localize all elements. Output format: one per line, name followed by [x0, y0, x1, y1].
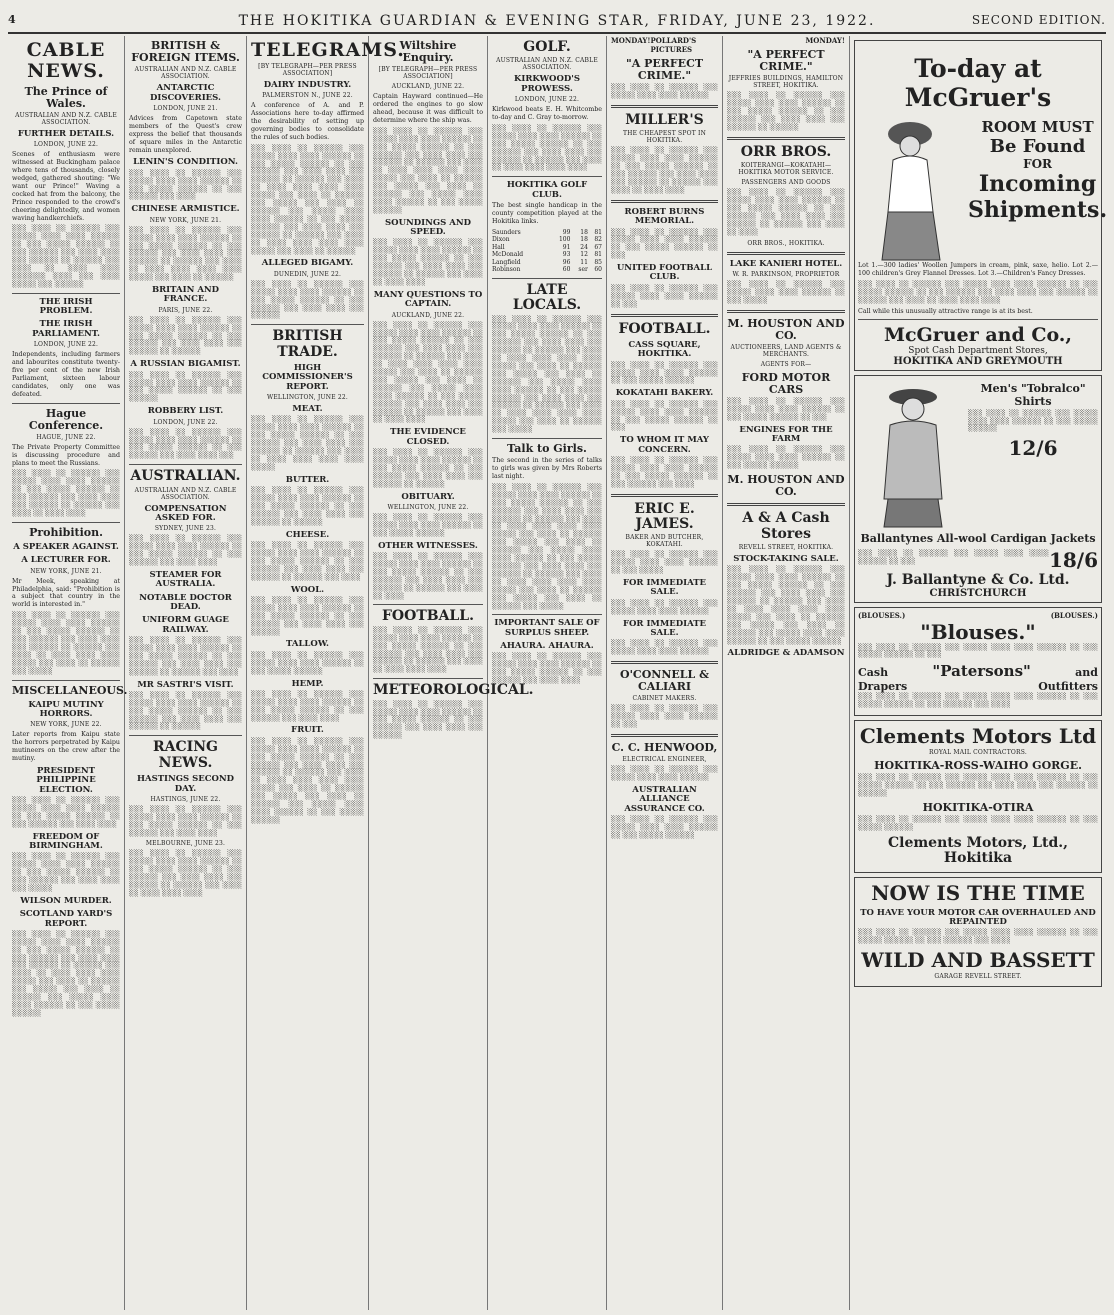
- masthead: [8, 10, 1106, 34]
- ad-route: HOKITIKA-OTIRA: [922, 800, 1034, 814]
- subhead: A LECTURER FOR.: [21, 555, 111, 566]
- table-cell: McDonald: [492, 251, 524, 259]
- man-figure-illustration: [858, 379, 968, 529]
- subhead: SOUNDINGS AND SPEED.: [385, 217, 471, 238]
- dateline: DUNEDIN, JUNE 22.: [273, 270, 342, 278]
- article-body: The Private Property Committee is discussing procedure and plans to meet the Russians.: [12, 443, 120, 467]
- ad-filler: ░░░ ░░░░ ░░ ░░░░░░ ░░░ ░░░░░ ░░░░ ░░░░ ░░░░░░ ░░ ░░░ ░░░░░ ░░░░░░ ░░ ░░░ ░░░░░░ ░░░ ░░░░ ░░░░ ░░░ ░░░░░░ ░░ ░░░░░░ ░░░ ░░░░ ░░ ░░░░ ░░░░ ░░░░ ░░░░ ░░░░░ ░░░ ░░░░ ░░ ░░░░░░ ░░░ ░░░░░ ░░░ ░░░░ ░░ ░░░░░░ ░░░ ░░░░░ ░░░░ ░░░░ ░░░░░░ ░░ ░░░ ░░░░░ ░░░░░░: [727, 566, 845, 645]
- ad-blouses: [854, 607, 1102, 717]
- section-title-telegrams: TELEGRAMS.: [251, 39, 405, 61]
- subhead: NOTABLE DOCTOR DEAD.: [139, 592, 232, 612]
- dateline: HASTINGS, JUNE 22.: [150, 795, 221, 803]
- ad-filler: ░░░ ░░░░ ░░ ░░░░░░ ░░░ ░░░░░ ░░░░ ░░░░ ░░░░░░ ░░ ░░░ ░░░░░ ░░░░░░ ░░ ░░░ ░░░░░░ ░░░ ░░░░ ░░░░ ░░░ ░░░░░░ ░░ ░░░░░░ ░░░ ░░░░ ░░ ░░░░ ░░░░ ░░░░: [858, 280, 1098, 304]
- ad-body: Lot 1.—300 ladies' Woollen Jumpers in cream, pink, saxe, helio. Lot 2.—100 children's Grey Flannel Dresses. Lot 3.—Children's Fancy Dresses.: [858, 262, 1098, 277]
- section-title-wiltshire-enquiry: Wiltshire Enquiry.: [399, 39, 457, 65]
- ad-wild-bassett-firm: WILD AND BASSETT: [861, 948, 1095, 973]
- ad-filler: ░░░ ░░░░ ░░ ░░░░░░ ░░░ ░░░░░ ░░░░ ░░░░ ░░░░░░: [611, 84, 718, 100]
- ad-headline: FOR IMMEDIATE SALE.: [622, 618, 707, 638]
- ad-millers: MILLER'S: [625, 112, 704, 128]
- ad-subline: ROYAL MAIL CONTRACTORS.: [929, 749, 1027, 757]
- agency-credit: AUSTRALIAN AND N.Z. CABLE ASSOCIATION.: [134, 66, 237, 81]
- ad-filler: ░░░ ░░░░ ░░ ░░░░░░ ░░░ ░░░░░ ░░░░ ░░░░ ░░░░░░: [611, 640, 718, 656]
- subhead: HASTINGS SECOND DAY.: [136, 774, 235, 794]
- article-filler: ░░░ ░░░░ ░░ ░░░░░░ ░░░ ░░░░░ ░░░░ ░░░░ ░░░░░░ ░░ ░░░ ░░░░░ ░░░░░░ ░░ ░░░ ░░░░░░ ░░░ ░░░░ ░░░░: [492, 653, 602, 685]
- article-filler: ░░░ ░░░░ ░░ ░░░░░░ ░░░ ░░░░░ ░░░░ ░░░░ ░░░░░░ ░░ ░░░ ░░░░░ ░░░░░░ ░░ ░░░ ░░░░░░ ░░░ ░░░░ ░░░░ ░░░ ░░░░░░: [373, 700, 483, 740]
- article-filler: ░░░ ░░░░ ░░ ░░░░░░ ░░░ ░░░░░ ░░░░ ░░░░ ░░░░░░ ░░ ░░░ ░░░░░ ░░░░░░ ░░ ░░░ ░░░░░░ ░░░ ░░░░ ░░░░ ░░░ ░░░░░░ ░░ ░░░░░░ ░░░ ░░░░ ░░ ░░░░ ░░░░ ░░░░░░░ ░░░░ ░░░ ░░░░ ░░░░░ ░░░ ░░░░░░: [12, 225, 120, 288]
- article-filler: ░░░ ░░░░ ░░ ░░░░░░ ░░░ ░░░░░ ░░░░ ░░░░ ░░░░░░ ░░ ░░░ ░░░░░ ░░░░░░ ░░ ░░░ ░░░░░░ ░░░ ░░░░ ░░░░: [251, 690, 364, 722]
- article-filler: ░░░ ░░░░ ░░ ░░░░░░ ░░░ ░░░░░ ░░░░ ░░░░ ░░░░░░ ░░ ░░░ ░░░░░ ░░░░░░ ░░ ░░░ ░░░░░░ ░░░ ░░░░ ░░░░ ░░░ ░░░░░░ ░░ ░░░░░░ ░░░ ░░░░ ░░ ░░░░ ░░░░ ░░░░ ░░░░: [492, 124, 602, 172]
- ad-filler: ░░░ ░░░░ ░░ ░░░░░░ ░░░ ░░░░░ ░░░░ ░░░░ ░░░░░░ ░░ ░░░ ░░░░░ ░░░░░░ ░░ ░░░ ░░░░░░ ░░░ ░░░░ ░░░░ ░░░ ░░░░░░ ░░ ░░░░░░: [858, 774, 1098, 798]
- table-cell: 96: [562, 258, 571, 266]
- ad-price: 12/6: [1008, 436, 1058, 461]
- column-display-ads: [850, 36, 1106, 1310]
- ad-filler: ░░░ ░░░░ ░░ ░░░░░░ ░░░ ░░░░░ ░░░░ ░░░░ ░░░░░░ ░░ ░░░ ░░░░░ ░░░░░░ ░░ ░░░ ░░░░░░ ░░░ ░░░░: [858, 929, 1098, 945]
- ad-subline: W. R. PARKINSON, PROPRIETOR: [732, 270, 840, 278]
- ad-subline: JEFFRIES BUILDINGS, HAMILTON STREET, HOKITIKA.: [728, 75, 844, 90]
- table-cell: 24: [580, 243, 588, 251]
- table-cell: 93: [562, 251, 571, 259]
- edition-label: SECOND EDITION.: [971, 13, 1106, 27]
- dateline: AUCKLAND, JUNE 22.: [391, 311, 465, 319]
- subhead: THE EVIDENCE CLOSED.: [390, 427, 466, 447]
- article-filler: ░░░ ░░░░ ░░ ░░░░░░ ░░░ ░░░░░ ░░░░ ░░░░ ░░░░░░ ░░ ░░░ ░░░░░ ░░░░░░ ░░ ░░░ ░░░░░░ ░░░ ░░░░ ░░░░ ░░░: [129, 428, 242, 460]
- subhead: MANY QUESTIONS TO CAPTAIN.: [373, 289, 483, 310]
- ad-subline: THE CHEAPEST SPOT IN HOKITIKA.: [622, 130, 707, 145]
- table-row: [492, 229, 602, 237]
- article-filler: ░░░ ░░░░ ░░ ░░░░░░ ░░░ ░░░░░ ░░░░ ░░░░ ░░░░░░ ░░ ░░░ ░░░░░ ░░░░░░ ░░ ░░░ ░░░░░░ ░░░ ░░░░ ░░░░ ░░░ ░░░░░░ ░░ ░░░░░░: [129, 316, 242, 356]
- column-ads-2: [723, 36, 850, 1310]
- ad-line: Cash: [858, 666, 889, 680]
- table-cell: 81: [594, 251, 602, 259]
- ad-ford-motor-cars: FORD MOTOR CARS: [741, 370, 831, 396]
- ad-subline: TO HAVE YOUR MOTOR CAR OVERHAULED AND REPAINTED: [860, 907, 1096, 927]
- ad-henwood: C. C. HENWOOD,: [611, 741, 718, 755]
- headline-hague-conference: Hague Conference.: [28, 406, 104, 432]
- section-title-meteorological: METEOROLOGICAL.: [373, 682, 534, 699]
- article-body: Scenes of enthusiasm were witnessed at Buckingham palace where tens of thousands, closely wedged, gathered shouting: "We want our Prince!" Waving a cocked hat from the balcony, the Prince responded to the crowd's cheering delightedly, and women waving handkerchiefs.: [12, 151, 120, 222]
- ad-tag: (BLOUSES.): [1050, 610, 1098, 620]
- subhead: CHEESE.: [285, 529, 330, 540]
- article-filler: ░░░ ░░░░ ░░ ░░░░░░ ░░░ ░░░░░ ░░░░ ░░░░ ░░░░░░ ░░ ░░░ ░░░░░ ░░░░░░ ░░ ░░░ ░░░░░░ ░░░ ░░░░ ░░░░ ░░░ ░░░░░░ ░░ ░░░░░░ ░░░ ░░░░ ░░ ░░░░ ░░░░ ░░░░ ░░░░ ░░░░░ ░░░ ░░░░ ░░ ░░░░░░ ░░░ ░░░░░ ░░░ ░░░░ ░░ ░░░░░░ ░░░ ░░░░░ ░░░░ ░░░░ ░░░░░░ ░░ ░░░ ░░░░░ ░░░░░░ ░░░ ░░░░ ░░░░ ░░░ ░░░░░░ ░░ ░░░░░░ ░░░ ░░░░ ░░ ░░░░ ░░░░: [373, 321, 483, 424]
- subhead: A SPEAKER AGAINST.: [13, 541, 119, 552]
- ad-line: Be Found: [989, 136, 1086, 157]
- article-filler: ░░░ ░░░░ ░░ ░░░░░░ ░░░ ░░░░░ ░░░░ ░░░░ ░░░░░░ ░░ ░░░ ░░░░░ ░░░░░░ ░░ ░░░ ░░░░░░ ░░░ ░░░░ ░░░░ ░░░ ░░░░░░ ░░ ░░░░░░: [251, 487, 364, 526]
- article-filler: ░░░ ░░░░ ░░ ░░░░░░ ░░░ ░░░░░ ░░░░ ░░░░ ░░░░░░ ░░ ░░░ ░░░░░ ░░░░░░ ░░ ░░░ ░░░░░░ ░░░ ░░░░ ░░░░ ░░░ ░░░░░░ ░░ ░░░░░░ ░░░ ░░░░ ░░ ░░░░: [373, 553, 483, 600]
- table-row: [492, 259, 602, 267]
- subhead: ROBBERY LIST.: [147, 406, 224, 417]
- ad-line: and: [1075, 666, 1098, 680]
- article-body: Kirkwood beats E. H. Whitcombe to-day and C. Gray to-morrow.: [492, 106, 602, 121]
- ad-top-label: POLLARD'S PICTURES: [650, 36, 697, 54]
- subhead: FREEDOM OF BIRMINGHAM.: [29, 831, 103, 851]
- subhead: ALLEGED BIGAMY.: [261, 258, 354, 269]
- subhead: A RUSSIAN BIGAMIST.: [130, 359, 241, 370]
- article-filler: ░░░ ░░░░ ░░ ░░░░░░ ░░░ ░░░░░ ░░░░ ░░░░ ░░░░░░ ░░ ░░░ ░░░░░ ░░░░░░ ░░ ░░░ ░░░░░░: [129, 371, 242, 403]
- article-filler: ░░░ ░░░░ ░░ ░░░░░░ ░░░ ░░░░░ ░░░░ ░░░░ ░░░░░░ ░░ ░░░ ░░░░░ ░░░░░░ ░░ ░░░ ░░░░░░ ░░░ ░░░░ ░░░░: [12, 796, 120, 828]
- article-filler: ░░░ ░░░░ ░░ ░░░░░░ ░░░ ░░░░░ ░░░░ ░░░░ ░░░░░░ ░░ ░░░ ░░░░░ ░░░░░░ ░░ ░░░ ░░░░░░ ░░░ ░░░░ ░░░░ ░░░ ░░░░░░: [251, 280, 364, 320]
- article-filler: ░░░ ░░░░ ░░ ░░░░░░ ░░░ ░░░░░ ░░░░ ░░░░ ░░░░░░ ░░ ░░░ ░░░░░ ░░░░░░ ░░ ░░░ ░░░░░░ ░░░ ░░░░ ░░░░: [129, 535, 242, 567]
- column-british-foreign: [125, 36, 247, 1310]
- ad-filler: ░░░ ░░░░ ░░ ░░░░░░ ░░░ ░░░░░ ░░░░ ░░░░ ░░░░░░: [611, 599, 718, 615]
- subhead: OBITUARY.: [401, 491, 455, 502]
- column-ads-1: [607, 36, 723, 1310]
- ad-wild-bassett: [854, 877, 1102, 988]
- ad-headline: FOR IMMEDIATE SALE.: [622, 578, 707, 598]
- table-row: [492, 266, 602, 274]
- ad-filler: ░░░ ░░░░ ░░ ░░░░░░ ░░░ ░░░░░ ░░░░ ░░░░ ░░░░░░ ░░ ░░░ ░░░░░ ░░░░░░ ░░ ░░░ ░░░░░░ ░░░ ░░░░ ░░░░ ░░░ ░░░░░░ ░░ ░░░░░░ ░░░ ░░░░ ░░ ░░░░: [727, 189, 845, 236]
- section-title-golf: GOLF.: [523, 39, 571, 55]
- subhead: PRESIDENT PHILIPPINE ELECTION.: [36, 765, 96, 795]
- ad-subline: BAKER AND BUTCHER, KOKATAHI.: [625, 534, 704, 549]
- ad-line: Outfitters: [1038, 680, 1098, 694]
- article-body: Mr Meek, speaking at Philadelphia, said: "Prohibition is a subject that country in the world is interested in.": [12, 577, 120, 609]
- dateline: MELBOURNE, JUNE 23.: [145, 840, 226, 848]
- headline-prince-of-wales: The Prince of Wales.: [24, 84, 108, 110]
- ad-mcgruers: [854, 40, 1108, 371]
- ad-headline: UNITED FOOTBALL CLUB.: [616, 263, 713, 283]
- ad-headline: STOCK-TAKING SALE.: [733, 554, 839, 565]
- ad-subline: ELECTRICAL ENGINEER,: [622, 756, 707, 764]
- ad-subline: HOKITIKA AND GREYMOUTH: [893, 356, 1063, 368]
- table-row: [492, 236, 602, 244]
- subhead: COMPENSATION ASKED FOR.: [144, 503, 227, 523]
- ad-ballantyne-firm: J. Ballantyne & Co. Ltd.: [886, 571, 1070, 588]
- table-cell: 11: [580, 258, 588, 266]
- subhead: BUTTER.: [285, 474, 330, 485]
- headline-prohibition: Prohibition.: [29, 525, 103, 539]
- dateline: LONDON, JUNE 21.: [153, 104, 218, 112]
- ad-line: Incoming: [978, 171, 1097, 197]
- subhead: LENIN'S CONDITION.: [133, 157, 238, 168]
- dateline: LONDON, JUNE 22.: [514, 96, 580, 104]
- table-cell: Dixon: [492, 236, 510, 244]
- dateline: NEW YORK, JUNE 22.: [30, 721, 102, 729]
- article-filler: ░░░ ░░░░ ░░ ░░░░░░ ░░░ ░░░░░ ░░░░ ░░░░ ░░░░░░ ░░ ░░░ ░░░░░ ░░░░░░ ░░ ░░░ ░░░░░░ ░░░ ░░░░ ░░░░ ░░░ ░░░░░: [12, 853, 120, 892]
- table-cell: Saunders: [492, 228, 521, 236]
- ad-subline: REVELL STREET, HOKITIKA.: [738, 544, 834, 552]
- table-cell: 60: [562, 266, 571, 274]
- subhead: HEMP.: [291, 678, 324, 689]
- subhead: THE IRISH PARLIAMENT.: [32, 319, 100, 339]
- article-filler: ░░░ ░░░░ ░░ ░░░░░░ ░░░ ░░░░░ ░░░░ ░░░░ ░░░░░░ ░░ ░░░ ░░░░░ ░░░░░░ ░░ ░░░ ░░░░░░ ░░░ ░░░░ ░░░░ ░░░ ░░░░░░ ░░ ░░░░░░ ░░░ ░░░░: [251, 542, 364, 581]
- dateline: LONDON, JUNE 22.: [153, 418, 218, 426]
- ad-line: Shipments.: [968, 197, 1108, 223]
- table-cell: 91: [562, 243, 571, 251]
- subhead: HIGH COMMISSIONER'S REPORT.: [262, 363, 353, 392]
- column-telegrams: [247, 36, 405, 1310]
- subhead: FURTHER DETAILS.: [17, 128, 115, 139]
- ad-m-houston: M. HOUSTON AND CO.: [727, 473, 845, 499]
- agency-credit: AUSTRALIAN AND N.Z. CABLE ASSOCIATION.: [134, 486, 237, 501]
- article-filler: ░░░ ░░░░ ░░ ░░░░░░ ░░░ ░░░░░ ░░░░ ░░░░ ░░░░░░ ░░ ░░░ ░░░░░ ░░░░░░ ░░ ░░░ ░░░░░░ ░░░ ░░░░: [129, 169, 242, 201]
- ad-filler: ░░░ ░░░░ ░░ ░░░░░░ ░░░ ░░░░░ ░░░░ ░░░░ ░░░░░░ ░░ ░░░ ░░░░░ ░░░░░░: [858, 816, 1098, 831]
- ad-cardigan-title: Ballantynes All-wool Cardigan Jackets: [860, 532, 1096, 546]
- ad-shirts-title: Men's "Tobralco" Shirts: [980, 382, 1086, 408]
- ad-mcgruer-co: McGruer and Co.,: [883, 324, 1073, 347]
- table-cell: 18: [580, 236, 588, 244]
- auction-heading: IMPORTANT SALE OF SURPLUS SHEEP.: [494, 618, 600, 638]
- dateline: WELLINGTON, JUNE 22.: [266, 394, 349, 402]
- subhead: OTHER WITNESSES.: [378, 540, 478, 551]
- ad-headline: AUSTRALIAN ALLIANCE ASSURANCE CO.: [624, 784, 705, 814]
- article-filler: ░░░ ░░░░ ░░ ░░░░░░ ░░░ ░░░░░ ░░░░ ░░░░ ░░░░░░ ░░ ░░░ ░░░░░ ░░░░░░ ░░ ░░░ ░░░░░░ ░░░ ░░░░ ░░░░ ░░░ ░░░░░░ ░░ ░░░░░░ ░░░ ░░░░ ░░ ░░░░ ░░░░ ░░░░ ░░░░ ░░░░░ ░░░ ░░░░ ░░ ░░░░░░ ░░░ ░░░░░ ░░░ ░░░░ ░░ ░░░░░░ ░░░ ░░░░░ ░░░░ ░░░░ ░░░░░░ ░░ ░░░ ░░░░░ ░░░░░░: [373, 127, 483, 214]
- table-cell: 18: [580, 228, 588, 236]
- ad-subline: PASSENGERS AND GOODS: [741, 179, 831, 187]
- subhead: MR SASTRI'S VISIT.: [137, 679, 234, 690]
- table-row: [492, 251, 602, 259]
- ad-subline: ORR BROS., HOKITIKA.: [747, 239, 825, 247]
- subhead-golf-club: HOKITIKA GOLF CLUB.: [506, 180, 588, 200]
- article-filler: ░░░ ░░░░ ░░ ░░░░░░ ░░░ ░░░░░ ░░░░ ░░░░ ░░░░░░ ░░ ░░░ ░░░░░ ░░░░░░ ░░ ░░░ ░░░░░░ ░░░ ░░░░ ░░░░ ░░░ ░░░░░░ ░░ ░░░░░░ ░░░ ░░░░ ░░ ░░░░ ░░░░ ░░░░ ░░░░ ░░░░░ ░░░ ░░░░ ░░ ░░░░░░ ░░░ ░░░░░ ░░░ ░░░░ ░░ ░░░░░░ ░░░ ░░░░░ ░░░░ ░░░░ ░░░░░░ ░░ ░░░ ░░░░░ ░░░░░░ ░░░ ░░░░ ░░░░ ░░░ ░░░░░░ ░░ ░░░░░░ ░░░ ░░░░ ░░ ░░░░ ░░░░ ░░░░ ░░░░ ░░░░░ ░░░ ░░░░ ░░ ░░░░░░: [251, 144, 364, 255]
- article-filler: ░░░ ░░░░ ░░ ░░░░░░ ░░░ ░░░░░ ░░░░ ░░░░ ░░░░░░ ░░ ░░░ ░░░░░ ░░░░░░ ░░ ░░░ ░░░░░░ ░░░ ░░░░ ░░░░ ░░░ ░░░░░░ ░░ ░░░░░░ ░░░ ░░░░ ░░ ░░░░ ░░░░ ░░░░: [129, 850, 242, 898]
- ad-filler: ░░░ ░░░░ ░░ ░░░░░░ ░░░ ░░░░░ ░░░░ ░░░░ ░░░░░░ ░░ ░░░ ░░░░░ ░░░░░░ ░░ ░░░: [611, 400, 718, 432]
- article-filler: ░░░ ░░░░ ░░ ░░░░░░ ░░░ ░░░░░ ░░░░ ░░░░ ░░░░░░ ░░ ░░░ ░░░░░ ░░░░░░ ░░ ░░░ ░░░░░░ ░░░ ░░░░ ░░░░ ░░░ ░░░░░░ ░░ ░░░░░░ ░░░ ░░░░ ░░ ░░░░ ░░░░ ░░░░ ░░░░ ░░░░░ ░░░ ░░░░ ░░ ░░░░░░ ░░░ ░░░░░ ░░░ ░░░░ ░░ ░░░░░░ ░░░ ░░░░░ ░░░░ ░░░░ ░░░░░░ ░░ ░░░ ░░░░░ ░░░░░░ ░░░ ░░░░ ░░░░ ░░░ ░░░░░░ ░░ ░░░░░░ ░░░ ░░░░ ░░ ░░░░ ░░░░ ░░░░ ░░░░ ░░░░░ ░░░ ░░░░ ░░ ░░░░░░ ░░░ ░░░░░: [492, 315, 602, 434]
- table-row: [492, 244, 602, 252]
- ad-filler: ░░░ ░░░░ ░░ ░░░░░░ ░░░ ░░░░░ ░░░░ ░░░░ ░░░░░░: [611, 766, 718, 782]
- section-title-racing-news: RACING NEWS.: [153, 739, 218, 771]
- ad-orr-bros: ORR BROS.: [740, 143, 832, 160]
- ad-price: 18/6: [1048, 547, 1098, 572]
- subhead: DAIRY INDUSTRY.: [263, 79, 352, 90]
- section-title-talk-to-girls: Talk to Girls.: [507, 442, 587, 456]
- dateline: PARIS, JUNE 22.: [158, 306, 213, 314]
- article-body: Later reports from Kaipu state the horrors perpetrated by Kaipu mutineers on the crew after the mutiny.: [12, 731, 120, 763]
- article-filler: ░░░ ░░░░ ░░ ░░░░░░ ░░░ ░░░░░ ░░░░ ░░░░ ░░░░░░ ░░ ░░░ ░░░░░ ░░░░░░ ░░ ░░░ ░░░░░░ ░░░ ░░░░ ░░░░ ░░░ ░░░░░░ ░░ ░░░░░░: [129, 691, 242, 731]
- ad-filler: ░░░ ░░░░ ░░ ░░░░░░ ░░░ ░░░░░ ░░░░ ░░░░ ░░░░░░ ░░ ░░░ ░░░░░ ░░░░░░ ░░ ░░░ ░░░░░░ ░░░ ░░░░: [858, 693, 1098, 709]
- ad-clements-title: Clements Motors Ltd: [859, 724, 1097, 749]
- ad-filler: ░░░ ░░░░ ░░ ░░░░░░ ░░░ ░░░░░ ░░░░ ░░░░ ░░░░░░ ░░ ░░░ ░░░░░: [727, 280, 845, 304]
- dateline: LONDON, JUNE 22.: [33, 341, 99, 349]
- column-cable-news: [8, 36, 128, 1310]
- table-cell: 99: [562, 228, 571, 236]
- article-filler: ░░░ ░░░░ ░░ ░░░░░░ ░░░ ░░░░░ ░░░░ ░░░░ ░░░░░░ ░░ ░░░ ░░░░░ ░░░░░░ ░░ ░░░ ░░░░░░ ░░░ ░░░░ ░░░░ ░░░ ░░░░░░ ░░ ░░░░░░ ░░░ ░░░░ ░░ ░░░░ ░░░░: [12, 470, 120, 517]
- table-cell: ser: [578, 266, 588, 274]
- agency-credit: AUSTRALIAN AND N.Z. CABLE ASSOCIATION.: [496, 57, 598, 72]
- section-title-late-locals: LATE LOCALS.: [512, 281, 582, 314]
- subhead: WILSON MURDER.: [20, 895, 112, 906]
- table-cell: 100: [558, 236, 571, 244]
- subhead: STEAMER FOR AUSTRALIA.: [149, 569, 222, 590]
- article-body: The best single handicap in the county competition played at the Hokitika links.: [492, 202, 602, 225]
- ad-line: "Patersons": [932, 662, 1031, 681]
- ad-filler: ░░░ ░░░░ ░░ ░░░░░░ ░░░ ░░░░░ ░░░░ ░░░░ ░░░░░░ ░░ ░░░ ░░░░░: [611, 551, 718, 575]
- table-cell: 60: [594, 266, 602, 274]
- article-filler: ░░░ ░░░░ ░░ ░░░░░░ ░░░ ░░░░░ ░░░░ ░░░░ ░░░░░░ ░░ ░░░ ░░░░░ ░░░░░░ ░░ ░░░ ░░░░░░ ░░░ ░░░░ ░░░░ ░░░ ░░░░░░ ░░ ░░░░░░ ░░░ ░░░░ ░░ ░░░░ ░░░░ ░░░░ ░░░░ ░░░░░: [251, 416, 364, 471]
- headline-miscellaneous: MISCELLANEOUS.: [12, 683, 128, 697]
- subhead: TALLOW.: [286, 639, 329, 650]
- ad-filler: ░░░ ░░░░ ░░ ░░░░░░ ░░░ ░░░░░ ░░░░ ░░░░ ░░░░░░ ░░ ░░░ ░░░░░ ░░░░░░ ░░ ░░░: [858, 643, 1098, 659]
- ad-filler: ░░░ ░░░░ ░░ ░░░░░░ ░░░ ░░░░░ ░░░░ ░░░░ ░░░░░░ ░░ ░░░ ░░░░░ ░░░░░░: [968, 409, 1098, 433]
- table-cell: Robinson: [492, 266, 521, 274]
- ad-line: FOR: [1023, 157, 1053, 171]
- table-cell: 12: [580, 251, 588, 259]
- article-filler: ░░░ ░░░░ ░░ ░░░░░░ ░░░ ░░░░░ ░░░░ ░░░░ ░░░░░░ ░░ ░░░ ░░░░░ ░░░░░░ ░░ ░░░ ░░░░░░ ░░░ ░░░░ ░░░░: [129, 805, 242, 837]
- ad-subline: Spot Cash Department Stores,: [908, 346, 1048, 357]
- ad-subline: CASS SQUARE, HOKITIKA.: [628, 339, 701, 360]
- article-filler: ░░░ ░░░░ ░░ ░░░░░░ ░░░ ░░░░░ ░░░░ ░░░░ ░░░░░░ ░░ ░░░ ░░░░░ ░░░░░░ ░░ ░░░ ░░░░░░ ░░░ ░░░░ ░░░░ ░░░ ░░░░░░: [251, 596, 364, 636]
- article-filler: ░░░ ░░░░ ░░ ░░░░░░ ░░░ ░░░░░ ░░░░ ░░░░ ░░░░░░ ░░ ░░░ ░░░░░ ░░░░░░: [373, 513, 483, 537]
- headline-irish-problem: THE IRISH PROBLEM.: [39, 296, 93, 317]
- ad-subline: GARAGE REVELL STREET.: [934, 973, 1022, 981]
- agency-credit: [BY TELEGRAPH—PER PRESS ASSOCIATION]: [258, 62, 357, 77]
- ad-blouses-title: "Blouses.": [920, 619, 1036, 644]
- agency-credit: AUSTRALIAN AND N.Z. CABLE ASSOCIATION.: [15, 111, 117, 126]
- ad-filler: ░░░ ░░░░ ░░ ░░░░░░ ░░░ ░░░░░ ░░░░ ░░░░ ░░░░░░ ░░ ░░░: [611, 705, 718, 729]
- table-cell: 85: [594, 258, 602, 266]
- ad-a-and-a-cash-stores: A & A Cash Stores: [742, 510, 830, 542]
- subhead: BRITAIN AND FRANCE.: [151, 285, 220, 305]
- section-title-australian: AUSTRALIAN.: [130, 468, 241, 485]
- ad-subline: CHRISTCHURCH: [929, 587, 1027, 599]
- subhead: KIRKWOOD'S PROWESS.: [514, 74, 580, 94]
- ad-clements-firm: Clements Motors, Ltd., Hokitika: [888, 834, 1068, 867]
- article-body: A conference of A. and P. Associations here to-day affirmed the desirability of setting up governing bodies to consolidate the rules of such bodies.: [251, 102, 364, 141]
- dateline: PALMERSTON N., JUNE 22.: [262, 92, 353, 100]
- ad-oconnell-caliari: O'CONNELL & CALIARI: [619, 668, 709, 694]
- ad-m-houston: M. HOUSTON AND CO.: [727, 316, 845, 342]
- article-filler: ░░░ ░░░░ ░░ ░░░░░░ ░░░ ░░░░░ ░░░░ ░░░░ ░░░░░░ ░░ ░░░ ░░░░░ ░░░░░░ ░░ ░░░ ░░░░░░ ░░░ ░░░░ ░░░░ ░░░ ░░░░░░ ░░ ░░░░░░: [373, 449, 483, 488]
- ad-filler: ░░░ ░░░░ ░░ ░░░░░░ ░░░ ░░░░░ ░░░░ ░░░░ ░░░░░░ ░░ ░░░: [858, 550, 1049, 566]
- subhead: KAIPU MUTINY HORRORS.: [28, 699, 104, 719]
- ad-route: HOKITIKA-ROSS-WAIHO GORGE.: [874, 759, 1082, 773]
- ad-now-is-the-time: NOW IS THE TIME: [871, 880, 1085, 905]
- ad-subline: AGENTS FOR—: [760, 360, 812, 368]
- ad-headline: ALDRIDGE & ADAMSON: [727, 648, 845, 659]
- article-filler: ░░░ ░░░░ ░░ ░░░░░░ ░░░ ░░░░░ ░░░░ ░░░░ ░░░░░░ ░░ ░░░ ░░░░░ ░░░░░░: [251, 651, 364, 675]
- ad-filler: ░░░ ░░░░ ░░ ░░░░░░ ░░░ ░░░░░ ░░░░ ░░░░ ░░░░░░ ░░ ░░░: [611, 284, 718, 308]
- ad-headline: KOKATAHI BAKERY.: [615, 388, 714, 399]
- ad-eric-james: ERIC E. JAMES.: [634, 500, 695, 533]
- column-golf: [488, 36, 607, 1310]
- ad-subline: KOITERANGI—KOKATAHI—HOKITIKA MOTOR SERVICE.: [738, 162, 834, 177]
- ad-headline: "A PERFECT CRIME.": [747, 48, 825, 74]
- newspaper-title: THE HOKITIKA GUARDIAN & EVENING STAR, FRIDAY, JUNE 23, 1922.: [238, 13, 876, 29]
- dateline: HAGUE, JUNE 22.: [36, 433, 96, 441]
- dateline: AUCKLAND, JUNE 22.: [391, 83, 465, 91]
- ad-headline: ENGINES FOR THE FARM: [739, 424, 833, 445]
- auction-location: AHAURA. AHAURA.: [500, 641, 594, 652]
- subhead: FRUIT.: [291, 725, 324, 736]
- subhead: CHINESE ARMISTICE.: [131, 204, 240, 215]
- table-cell: Hall: [492, 243, 505, 251]
- section-title-british-foreign: BRITISH & FOREIGN ITEMS.: [131, 39, 240, 65]
- article-body: Advices from Capetown state members of the Quest's crew express the belief that thousands of square miles in the Antarctic remain unexplored.: [129, 114, 242, 154]
- table-cell: Langfield: [492, 258, 521, 266]
- ad-filler: ░░░ ░░░░ ░░ ░░░░░░ ░░░ ░░░░░ ░░░░ ░░░░ ░░░░░░ ░░ ░░░ ░░░░░ ░░░░░░: [611, 815, 718, 839]
- section-title-british-trade: BRITISH TRADE.: [272, 328, 343, 360]
- ad-line: Drapers: [858, 680, 908, 694]
- article-body: Independents, including farmers and labourites constitute twenty-five per cent of the new Irish Parliament, sixteen labour candidates, only one was defeated.: [12, 351, 120, 398]
- subhead: UNIFORM GUAGE RAILWAY.: [142, 615, 229, 635]
- article-filler: ░░░ ░░░░ ░░ ░░░░░░ ░░░ ░░░░░ ░░░░ ░░░░ ░░░░░░ ░░ ░░░ ░░░░░ ░░░░░░ ░░ ░░░ ░░░░░░ ░░░ ░░░░ ░░░░ ░░░ ░░░░░░ ░░ ░░░░░░ ░░░ ░░░░ ░░ ░░░░ ░░░░ ░░░░: [373, 626, 483, 674]
- ad-filler: ░░░ ░░░░ ░░ ░░░░░░ ░░░ ░░░░░ ░░░░ ░░░░ ░░░░░░ ░░ ░░░ ░░░░░ ░░░░░░: [727, 446, 845, 470]
- dateline: SYDNEY, JUNE 23.: [154, 525, 217, 533]
- ad-filler: ░░░ ░░░░ ░░ ░░░░░░ ░░░ ░░░░░ ░░░░ ░░░░ ░░░░░░ ░░ ░░░ ░░░░░ ░░░░░░ ░░ ░░░ ░░░░░░ ░░░ ░░░░ ░░░░ ░░░ ░░░░░░ ░░ ░░░░░░ ░░░ ░░░░ ░░ ░░░░ ░░░░: [611, 147, 718, 194]
- dateline: NEW YORK, JUNE 21.: [30, 567, 102, 575]
- ad-headline: "A PERFECT CRIME.": [625, 57, 704, 83]
- article-filler: ░░░ ░░░░ ░░ ░░░░░░ ░░░ ░░░░░ ░░░░ ░░░░ ░░░░░░ ░░ ░░░ ░░░░░ ░░░░░░ ░░ ░░░ ░░░░░░ ░░░ ░░░░ ░░░░ ░░░ ░░░░░░ ░░ ░░░░░░ ░░░ ░░░░ ░░ ░░░░ ░░░░ ░░░░ ░░░░ ░░░░░ ░░░ ░░░░ ░░ ░░░░░░ ░░░ ░░░░░ ░░░ ░░░░ ░░ ░░░░░░ ░░░ ░░░░░ ░░░░ ░░░░ ░░░░░░ ░░ ░░░ ░░░░░ ░░░░░░: [251, 737, 364, 824]
- ad-top-label: MONDAY!: [611, 36, 651, 45]
- page-number: 4: [8, 13, 16, 26]
- table-cell: 67: [594, 243, 602, 251]
- ad-headline: ROBERT BURNS MEMORIAL.: [624, 206, 705, 227]
- ad-filler: ░░░ ░░░░ ░░ ░░░░░░ ░░░ ░░░░░ ░░░░ ░░░░ ░░░░░░ ░░ ░░░ ░░░░░ ░░░░░░: [611, 361, 718, 385]
- ad-filler: ░░░ ░░░░ ░░ ░░░░░░ ░░░ ░░░░░ ░░░░ ░░░░ ░░░░░░ ░░ ░░░ ░░░░░ ░░░░░░ ░░ ░░░: [611, 228, 718, 260]
- subhead: SCOTLAND YARD'S REPORT.: [19, 909, 113, 929]
- article-filler: ░░░ ░░░░ ░░ ░░░░░░ ░░░ ░░░░░ ░░░░ ░░░░ ░░░░░░ ░░ ░░░ ░░░░░ ░░░░░░ ░░ ░░░ ░░░░░░ ░░░ ░░░░ ░░░░ ░░░ ░░░░░░ ░░ ░░░░░░ ░░░ ░░░░ ░░ ░░░░ ░░░░ ░░░░ ░░░░ ░░░░░ ░░░ ░░░░ ░░ ░░░░░░ ░░░ ░░░░░ ░░░ ░░░░ ░░ ░░░░░░ ░░░ ░░░░░ ░░░░ ░░░░ ░░░░░░ ░░ ░░░ ░░░░░ ░░░░░░ ░░░ ░░░░ ░░░░ ░░░ ░░░░░░ ░░ ░░░░░░ ░░░ ░░░░ ░░ ░░░░ ░░░░ ░░░░ ░░░░ ░░░░░ ░░░ ░░░░ ░░ ░░░░░░ ░░░ ░░░░░ ░░░ ░░░░ ░░ ░░░░░░ ░░░ ░░░░░: [492, 483, 602, 610]
- woman-figure-illustration: [858, 112, 968, 262]
- article-filler: ░░░ ░░░░ ░░ ░░░░░░ ░░░ ░░░░░ ░░░░ ░░░░ ░░░░░░ ░░ ░░░ ░░░░░ ░░░░░░ ░░ ░░░ ░░░░░░ ░░░ ░░░░ ░░░░ ░░░ ░░░░░░ ░░ ░░░░░░ ░░░ ░░░░ ░░ ░░░░ ░░░░ ░░░░ ░░░░░ ░░░ ░░░░ ░░ ░░░░░░ ░░░ ░░░░░: [12, 612, 120, 675]
- ad-filler: ░░░ ░░░░ ░░ ░░░░░░ ░░░ ░░░░░ ░░░░ ░░░░ ░░░░░░ ░░ ░░░ ░░░░░ ░░░░░░ ░░ ░░░: [727, 397, 845, 421]
- ad-filler: ░░░ ░░░░ ░░ ░░░░░░ ░░░ ░░░░░ ░░░░ ░░░░ ░░░░░░ ░░ ░░░ ░░░░░ ░░░░░░ ░░ ░░░ ░░░░░░ ░░░ ░░░░: [611, 457, 718, 488]
- ad-filler: ░░░ ░░░░ ░░ ░░░░░░ ░░░ ░░░░░ ░░░░ ░░░░ ░░░░░░ ░░ ░░░ ░░░░░ ░░░░░░ ░░ ░░░ ░░░░░░ ░░░ ░░░░ ░░░░ ░░░ ░░░░░░ ░░ ░░░░░░: [727, 92, 845, 131]
- subhead: ANTARCTIC DISCOVERIES.: [150, 83, 221, 103]
- section-title-football: FOOTBALL.: [381, 608, 474, 625]
- subhead: WOOL.: [290, 584, 325, 595]
- table-cell: 81: [594, 228, 602, 236]
- ad-clements-motors: [854, 720, 1102, 873]
- article-body: The second in the series of talks to girls was given by Mrs Roberts last night.: [492, 457, 602, 481]
- dateline: LONDON, JUNE 22.: [33, 141, 99, 149]
- article-body: Captain Hayward continued—He ordered the engines to go slow ahead, because it was difficult to determine where the ship was.: [373, 93, 483, 124]
- subhead: MEAT.: [292, 404, 323, 415]
- ad-mcgruers-title: To-day at McGruer's: [904, 54, 1052, 112]
- ad-footer: Call while this unusually attractive range is at its best.: [858, 307, 1033, 315]
- article-filler: ░░░ ░░░░ ░░ ░░░░░░ ░░░ ░░░░░ ░░░░ ░░░░ ░░░░░░ ░░ ░░░ ░░░░░ ░░░░░░ ░░ ░░░ ░░░░░░ ░░░ ░░░░ ░░░░ ░░░ ░░░░░░ ░░ ░░░░░░ ░░░ ░░░░: [129, 636, 242, 676]
- golf-results-table: [492, 229, 602, 274]
- table-cell: 82: [594, 236, 602, 244]
- dateline: WELLINGTON, JUNE 22.: [387, 503, 469, 511]
- article-filler: ░░░ ░░░░ ░░ ░░░░░░ ░░░ ░░░░░ ░░░░ ░░░░ ░░░░░░ ░░ ░░░ ░░░░░ ░░░░░░ ░░ ░░░ ░░░░░░ ░░░ ░░░░ ░░░░ ░░░ ░░░░░░ ░░ ░░░░░░ ░░░ ░░░░ ░░ ░░░░ ░░░░: [373, 239, 483, 286]
- ad-football: FOOTBALL.: [618, 320, 711, 337]
- section-title-cable-news: CABLE NEWS.: [26, 39, 106, 82]
- ad-line: ROOM MUST: [981, 118, 1094, 136]
- ad-top-label: MONDAY!: [805, 36, 845, 45]
- article-filler: ░░░ ░░░░ ░░ ░░░░░░ ░░░ ░░░░░ ░░░░ ░░░░ ░░░░░░ ░░ ░░░ ░░░░░ ░░░░░░ ░░ ░░░ ░░░░░░ ░░░ ░░░░ ░░░░ ░░░ ░░░░░░ ░░ ░░░░░░ ░░░ ░░░░ ░░ ░░░░ ░░░░ ░░░░ ░░░░ ░░░░░ ░░░ ░░░░ ░░ ░░░░░░: [129, 226, 242, 282]
- ad-headline: TO WHOM IT MAY CONCERN.: [620, 435, 709, 455]
- article-filler: ░░░ ░░░░ ░░ ░░░░░░ ░░░ ░░░░░ ░░░░ ░░░░ ░░░░░░ ░░ ░░░ ░░░░░ ░░░░░░ ░░ ░░░ ░░░░░░ ░░░ ░░░░ ░░░░ ░░░ ░░░░░░ ░░ ░░░░░░ ░░░ ░░░░ ░░ ░░░░ ░░░░ ░░░░ ░░░░░ ░░░ ░░░░ ░░ ░░░░░░ ░░░ ░░░░░ ░░░ ░░░░ ░░ ░░░░░░ ░░░ ░░░░░ ░░░░ ░░░░ ░░░░░░ ░░ ░░░ ░░░░░ ░░░░░░: [12, 930, 120, 1017]
- agency-credit: [BY TELEGRAPH—PER PRESS ASSOCIATION]: [378, 66, 478, 81]
- ad-ballantynes: [854, 375, 1102, 602]
- dateline: NEW YORK, JUNE 21.: [149, 216, 222, 224]
- ad-subline: CABINET MAKERS.: [632, 695, 697, 703]
- ad-subline: AUCTIONEERS, LAND AGENTS & MERCHANTS.: [730, 343, 842, 358]
- ad-headline: LAKE KANIERI HOTEL.: [729, 258, 843, 269]
- ad-tag: (BLOUSES.): [858, 610, 906, 620]
